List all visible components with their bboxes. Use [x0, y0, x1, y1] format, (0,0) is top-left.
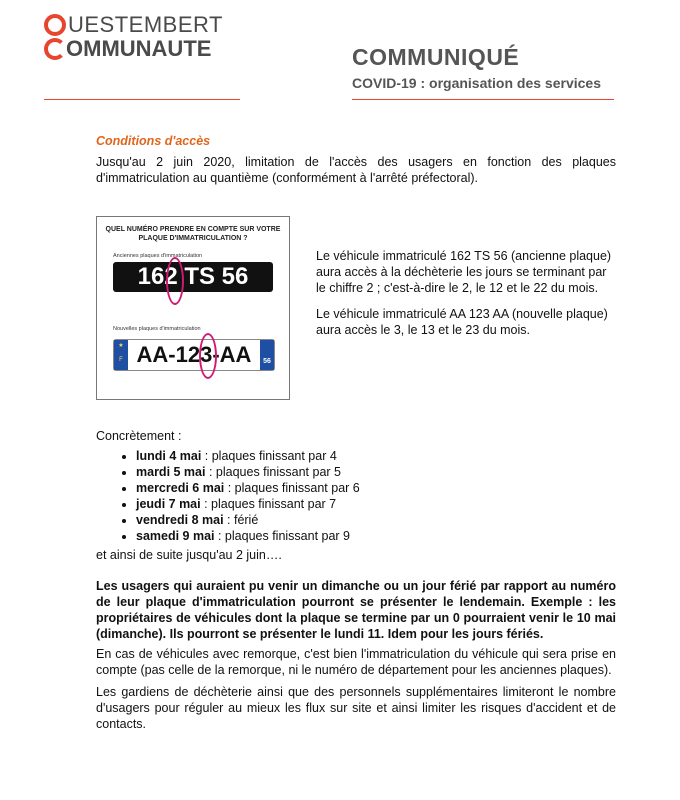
list-item: • mardi 5 mai : plaques finissant par 5 — [136, 464, 360, 480]
list-item: • samedi 9 mai : plaques finissant par 9 — [136, 528, 360, 544]
remorque-paragraph: En cas de véhicules avec remorque, c'est bien l'immatriculation du véhicule qui sera prise en compte (pas celle de la remorque, ni le numéro de département pour les anciennes plaques). — [96, 647, 616, 677]
department-badge: 56 — [260, 340, 274, 370]
logo-line1: UESTEMBERT — [68, 12, 223, 37]
new-plate — [113, 339, 275, 371]
old-plate-caption: Anciennes plaques d'immatriculation — [113, 253, 203, 259]
list-item: • mercredi 6 mai : plaques finissant par 6 — [136, 480, 360, 496]
figure-heading: QUEL NUMÉRO PRENDRE EN COMPTE SUR VOTRE PLAQUE D'IMMATRICULATION ? — [105, 226, 281, 242]
eu-flag-icon: ★ F — [114, 340, 128, 370]
logo — [44, 14, 244, 64]
list-item: • jeudi 7 mai : plaques finissant par 7 — [136, 496, 360, 512]
logo-divider — [44, 99, 240, 100]
section-heading: Conditions d'accès — [96, 134, 211, 148]
logo-c-mark — [44, 38, 66, 60]
page-title: COMMUNIQUÉ — [352, 44, 520, 70]
title-divider — [352, 99, 614, 100]
page-subtitle: COVID-19 : organisation des services — [352, 75, 601, 91]
plate-figure — [96, 216, 290, 400]
new-plate-number: AA-123-AA — [136, 342, 252, 367]
bold-paragraph: Les usagers qui auraient pu venir un dimanche ou un jour férié par rapport au numéro de leur plaque d'immatriculation pourront se présenter le lendemain. Exemple : les propriétaires de véhicules dont la plaque se termine par un 0 pourraient venir le 10 mai (dimanche). Ils pourront se présenter le lundi 11. Idem pour les jours fériés. — [96, 579, 616, 641]
gardiens-paragraph: Les gardiens de déchèterie ainsi que des personnels supplémentaires limiteront le nombre d'usagers pour réguler au mieux les flux sur site et ainsi limiter les risques d'accident et de contacts. — [96, 685, 616, 731]
etc-line: et ainsi de suite jusqu'au 2 juin…. — [96, 548, 282, 562]
concretement-label: Concrètement : — [96, 429, 182, 443]
side-text-2: Le véhicule immatriculé AA 123 AA (nouvelle plaque) aura accès le 3, le 13 et le 23 du mois. — [316, 307, 608, 337]
old-plate-highlight — [166, 257, 184, 305]
old-plate: 162 TS 56 — [113, 262, 273, 292]
days-list — [120, 448, 360, 544]
side-text-1: Le véhicule immatriculé 162 TS 56 (ancienne plaque) aura accès à la déchèterie les jours se terminant par le chiffre 2 ; c'est-à-dire le 2, le 12 et le 22 du mois. — [316, 249, 612, 295]
intro-paragraph: Jusqu'au 2 juin 2020, limitation de l'accès des usagers en fonction des plaques d'immatriculation au quantième (conformément à l'arrêté préfectoral). — [96, 155, 616, 185]
logo-line2: OMMUNAUTE — [66, 36, 212, 61]
new-plate-caption: Nouvelles plaques d'immatriculation — [113, 326, 201, 332]
logo-q-mark — [44, 14, 66, 36]
list-item: • lundi 4 mai : plaques finissant par 4 — [136, 448, 360, 464]
new-plate-highlight — [199, 333, 217, 379]
list-item: • vendredi 8 mai : férié — [136, 512, 360, 528]
